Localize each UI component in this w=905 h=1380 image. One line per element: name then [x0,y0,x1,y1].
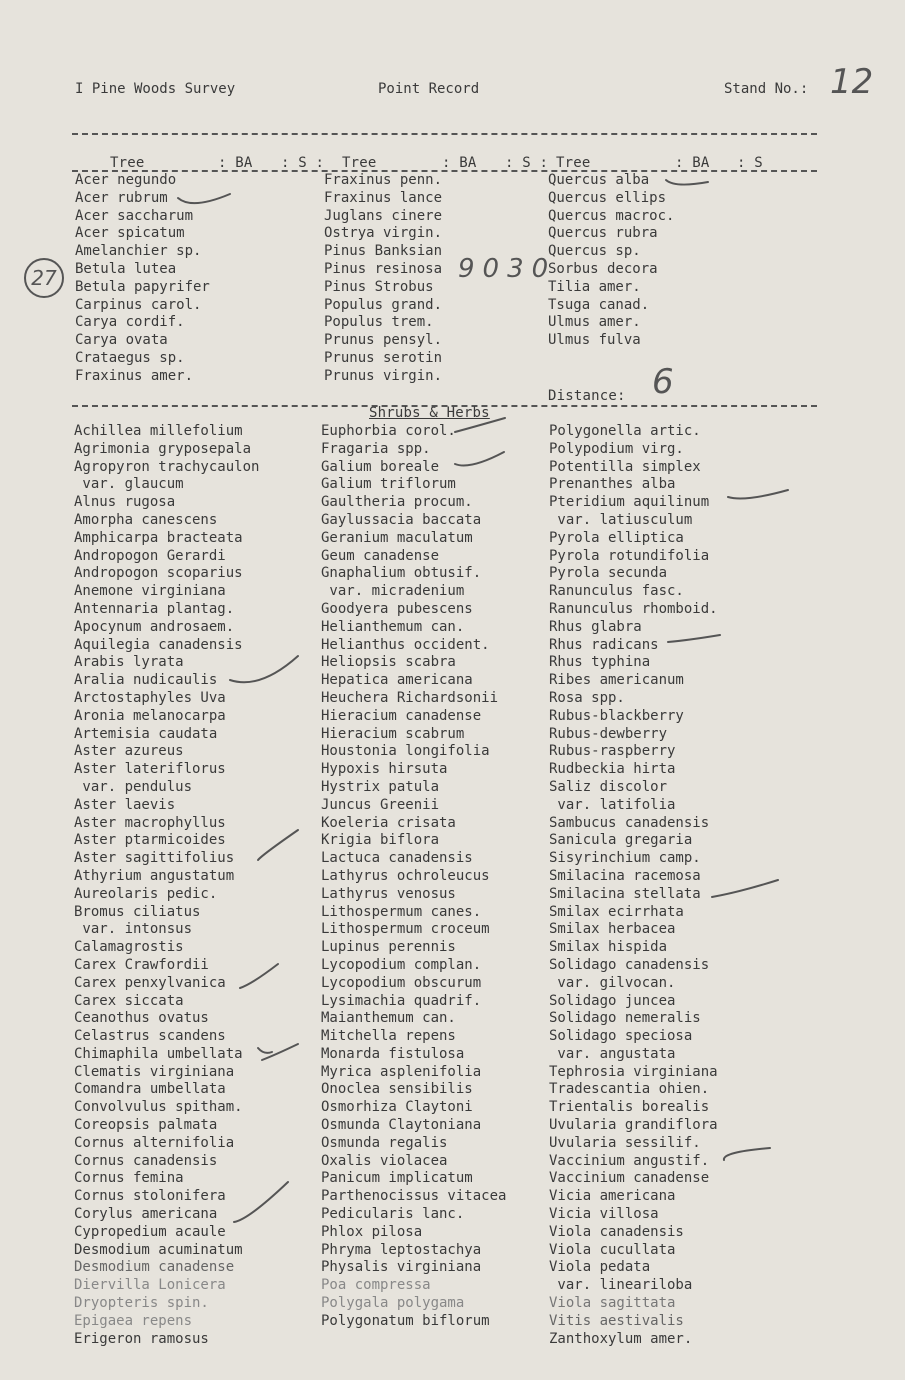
list-item: Pyrola rotundifolia [549,547,710,564]
list-item: Acer rubrum [75,189,168,206]
checkmark-icon [230,656,298,682]
list-item: Coreopsis palmata [74,1117,218,1134]
list-item: Aster laevis [74,796,176,813]
list-item: Smilax hispida [549,939,668,956]
list-item: Acer spicatum [75,225,185,242]
list-item: Maianthemum can. [321,1010,456,1027]
list-item: Phlox pilosa [321,1223,423,1240]
list-item: Convolvulus spitham. [74,1099,243,1116]
shrubs-title: Shrubs & Herbs [369,405,490,421]
list-item: Vicia americana [549,1188,676,1205]
list-item: Solidago nemeralis [549,1010,701,1027]
list-item: Cornus canadensis [74,1152,218,1169]
list-item: Euphorbia corol. [321,423,456,439]
list-item: var. intonsus [74,921,193,938]
list-item: Lithospermum croceum [321,921,490,938]
list-item: Aquilegia canadensis [74,636,243,653]
list-item: Fraxinus lance [324,189,443,206]
list-item: Corylus americana [74,1206,218,1223]
list-item: Galium boreale [321,458,440,475]
list-item: Fraxinus penn. [324,172,443,188]
list-item: Crataegus sp. [75,349,185,366]
list-item: Pyrola elliptica [549,529,684,546]
list-item: Hepatica americana [321,672,473,689]
list-item: Erigeron ramosus [74,1330,209,1347]
list-item: Physalis virginiana [321,1259,482,1276]
list-item: Acer saccharum [75,207,194,224]
list-item: Osmunda Claytoniana [321,1117,482,1134]
list-item: Rhus typhina [549,654,651,671]
checkmark-icon [712,880,778,897]
list-item: Prunus serotin [324,349,443,366]
list-item: Ulmus fulva [548,332,641,349]
checkmark-icon [455,452,504,466]
list-item: Aster ptarmicoides [74,832,226,849]
col3-header-tree: Tree [556,155,591,171]
list-item: Carex penxylvanica [74,974,226,991]
distance-label: Distance: [548,388,626,404]
stand-label: Stand No.: [724,81,809,97]
list-item: Cornus femina [74,1170,184,1187]
list-item: Lathyrus venosus [321,885,456,902]
list-item: Andropogon Gerardi [74,547,226,564]
list-item: Quercus rubra [548,225,658,242]
list-item: var. lineariloba [549,1277,693,1294]
list-item: Poa compressa [321,1277,431,1294]
checkmark-icon [668,635,720,642]
list-item: Prunus pensyl. [324,332,443,349]
list-item: Alnus rugosa [74,494,176,511]
list-item: Polygonella artic. [549,423,701,439]
list-item: Lithospermum canes. [321,903,482,920]
list-item: Phryma leptostachya [321,1241,482,1258]
list-item: Hieracium scabrum [321,725,465,742]
list-item: Antennaria plantag. [74,600,235,617]
list-item: Helianthemum can. [321,618,465,635]
list-item: Celastrus scandens [74,1028,226,1045]
list-item: Goodyera pubescens [321,600,473,617]
list-item: Desmodium acuminatum [74,1241,243,1258]
list-item: Pinus Strobus [324,278,434,295]
list-item: var. latifolia [549,796,676,813]
list-item: var. angustata [549,1045,676,1062]
list-item: Solidago juncea [549,992,676,1009]
list-item: Geum canadense [321,547,440,564]
list-item: Gnaphalium obtusif. [321,565,482,582]
list-item: Solidago canadensis [549,956,710,973]
list-item: Artemisia caudata [74,725,218,742]
checkmark-icon [178,194,230,203]
col1-header-s: : S : [281,155,325,171]
list-item: Amorpha canescens [74,511,218,528]
list-item: Arctostaphyles Uva [74,689,226,706]
list-item: Carex siccata [74,992,184,1009]
list-item: Lupinus perennis [321,939,456,956]
list-item: Ulmus amer. [548,314,641,331]
list-item: Hieracium canadense [321,707,482,724]
list-item: Calamagrostis [74,939,184,956]
list-item: Oxalis violacea [321,1152,448,1169]
list-item: Saliz discolor [549,778,668,795]
list-item: Aster lateriflorus [74,761,226,778]
list-item: Vicia villosa [549,1206,659,1223]
col3-header-ba: : BA [675,155,710,171]
list-item: Gaultheria procum. [321,494,473,511]
list-item: Betula papyrifer [75,278,210,295]
list-item: Aster macrophyllus [74,814,226,831]
list-item: Apocynum androsaem. [74,618,235,635]
list-item: Tilia amer. [548,278,641,295]
list-item: Quercus alba [548,172,650,188]
list-item: Cornus alternifolia [74,1134,235,1151]
col1-header-ba: : BA [218,155,253,171]
list-item: Heliopsis scabra [321,654,456,671]
list-item: Aureolaris pedic. [74,885,218,902]
col2-header-ba: : BA [442,155,477,171]
list-item: Krigia biflora [321,832,440,849]
list-item: Smilacina racemosa [549,867,701,884]
list-item: Carex Crawfordii [74,956,209,973]
list-item: Panicum implicatum [321,1170,473,1187]
list-item: Rubus-blackberry [549,707,684,724]
list-item: Helianthus occident. [321,636,490,653]
list-item: Lysimachia quadrif. [321,992,482,1009]
list-item: Lycopodium obscurum [321,974,482,991]
list-item: Cornus stolonifera [74,1188,226,1205]
col3-header-s: : S [737,155,763,171]
list-item: Tephrosia virginiana [549,1063,718,1080]
list-item: Viola sagittata [549,1295,676,1312]
list-item: Quercus sp. [548,243,641,260]
list-item: Smilax ecirrhata [549,903,684,920]
list-item: Juncus Greenii [321,796,440,813]
checkmark-icon [728,490,788,498]
list-item: Aronia melanocarpa [74,707,226,724]
checkmark-icon [258,1048,272,1053]
list-item: Ranunculus fasc. [549,583,684,600]
list-item: Polypodium virg. [549,440,684,457]
list-item: Smilacina stellata [549,885,701,902]
list-item: Zanthoxylum amer. [549,1330,693,1347]
list-item: Polygonatum biflorum [321,1312,490,1329]
list-item: Aster sagittifolius [74,850,235,867]
list-item: Vaccinium angustif. [549,1152,710,1169]
list-item: Fraxinus amer. [75,367,194,384]
record-title: Point Record [378,81,480,97]
list-item: Pteridium aquilinum [549,494,710,511]
list-item: Anemone virginiana [74,583,226,600]
list-item: Prenanthes alba [549,476,676,493]
list-item: var. glaucum [74,476,184,493]
distance-value: 6 [652,362,674,402]
list-item: Tsuga canad. [548,296,650,313]
checkmark-icon [258,830,298,860]
list-item: Pinus resinosa [324,260,443,277]
list-item: Aralia nudicaulis [74,672,218,689]
list-item: Ribes americanum [549,672,684,689]
list-item: Prunus virgin. [324,367,443,384]
list-item: Amelanchier sp. [75,243,202,260]
list-item: Agrimonia gryposepala [74,440,252,457]
list-item: Koeleria crisata [321,814,456,831]
list-item: Pyrola secunda [549,565,668,582]
circled-number: 27 [24,258,64,298]
list-item: Carya cordif. [75,314,185,331]
list-item: Ostrya virgin. [324,225,443,242]
list-item: Athyrium angustatum [74,867,235,884]
survey-title: I Pine Woods Survey [75,81,236,97]
list-item: Myrica asplenifolia [321,1063,482,1080]
list-item: Populus trem. [324,314,434,331]
list-item: Aster azureus [74,743,184,760]
col1-header-tree: Tree [110,155,145,171]
list-item: Potentilla simplex [549,458,701,475]
list-item: Amphicarpa bracteata [74,529,243,546]
list-item: Ceanothus ovatus [74,1010,209,1027]
list-item: Pedicularis lanc. [321,1206,465,1223]
list-item: Populus grand. [324,296,443,313]
list-item: Osmorhiza Claytoni [321,1099,473,1116]
list-item: Chimaphila umbellata [74,1045,243,1062]
list-item: Polygala polygama [321,1295,465,1312]
list-item: Lathyrus ochroleucus [321,867,490,884]
col2-header-s: : S : [505,155,549,171]
list-item: Achillea millefolium [74,423,243,439]
list-item: Lactuca canadensis [321,850,473,867]
list-item: Solidago speciosa [549,1028,693,1045]
list-item: Carya ovata [75,332,168,349]
list-item: Rudbeckia hirta [549,761,676,778]
list-item: Andropogon scoparius [74,565,243,582]
list-item: Parthenocissus vitacea [321,1188,507,1205]
list-item: Fragaria spp. [321,440,431,457]
list-item: Monarda fistulosa [321,1045,465,1062]
list-item: Sanicula gregaria [549,832,693,849]
list-item: Bromus ciliatus [74,903,201,920]
list-item: Osmunda regalis [321,1134,448,1151]
list-item: var. gilvocan. [549,974,676,991]
checkmark-icon [666,180,708,185]
list-item: var. pendulus [74,778,193,795]
list-item: Lycopodium complan. [321,956,482,973]
list-item: Tradescantia ohien. [549,1081,710,1098]
list-item: Desmodium canadense [74,1259,235,1276]
stand-number: 12 [830,62,874,102]
list-item: var. latiusculum [549,511,693,528]
list-item: Viola canadensis [549,1223,684,1240]
list-item: Rosa spp. [549,689,625,706]
list-item: Agropyron trachycaulon [74,458,260,475]
list-item: Hystrix patula [321,778,440,795]
checkmark-icon [234,1182,288,1222]
list-item: Comandra umbellata [74,1081,226,1098]
list-item: Gaylussacia baccata [321,511,482,528]
list-item: Clematis virginiana [74,1063,235,1080]
list-item: Viola cucullata [549,1241,676,1258]
list-item: Quercus ellips [548,189,667,206]
checkmark-icon [724,1148,770,1160]
list-item: Sisyrinchium camp. [549,850,701,867]
list-item: Vaccinium canadense [549,1170,710,1187]
list-item: Acer negundo [75,172,177,188]
list-item: Dryopteris spin. [74,1295,209,1312]
list-item: Quercus macroc. [548,207,675,224]
list-item: Uvularia grandiflora [549,1117,718,1134]
list-item: Diervilla Lonicera [74,1277,226,1294]
checkmark-icon [240,964,278,988]
list-item: Rhus radicans [549,636,659,653]
list-item: Sorbus decora [548,260,658,277]
list-item: Rubus-raspberry [549,743,676,760]
list-item: Sambucus canadensis [549,814,710,831]
list-item: Mitchella repens [321,1028,456,1045]
list-item: Arabis lyrata [74,654,184,671]
list-item: Epigaea repens [74,1312,193,1329]
list-item: Trientalis borealis [549,1099,710,1116]
list-item: Rhus glabra [549,618,642,635]
list-item: Uvularia sessilif. [549,1134,701,1151]
list-item: Viola pedata [549,1259,651,1276]
list-item: Heuchera Richardsonii [321,689,499,706]
list-item: Carpinus carol. [75,296,202,313]
list-item: Betula lutea [75,260,177,277]
list-item: Houstonia longifolia [321,743,490,760]
list-item: Vitis aestivalis [549,1312,684,1329]
list-item: Cypropedium acaule [74,1223,226,1240]
list-item: Ranunculus rhomboid. [549,600,718,617]
list-item: Smilax herbacea [549,921,676,938]
list-item: Rubus-dewberry [549,725,668,742]
list-item: Juglans cinere [324,207,443,224]
handwritten-note: 9030 [458,254,557,284]
list-item: Geranium maculatum [321,529,473,546]
col2-header-tree: Tree [342,155,377,171]
list-item: Galium triflorum [321,476,456,493]
list-item: Hypoxis hirsuta [321,761,448,778]
list-item: Pinus Banksian [324,243,443,260]
list-item: Onoclea sensibilis [321,1081,473,1098]
checkmark-icon [455,418,505,432]
list-item: var. micradenium [321,583,465,600]
